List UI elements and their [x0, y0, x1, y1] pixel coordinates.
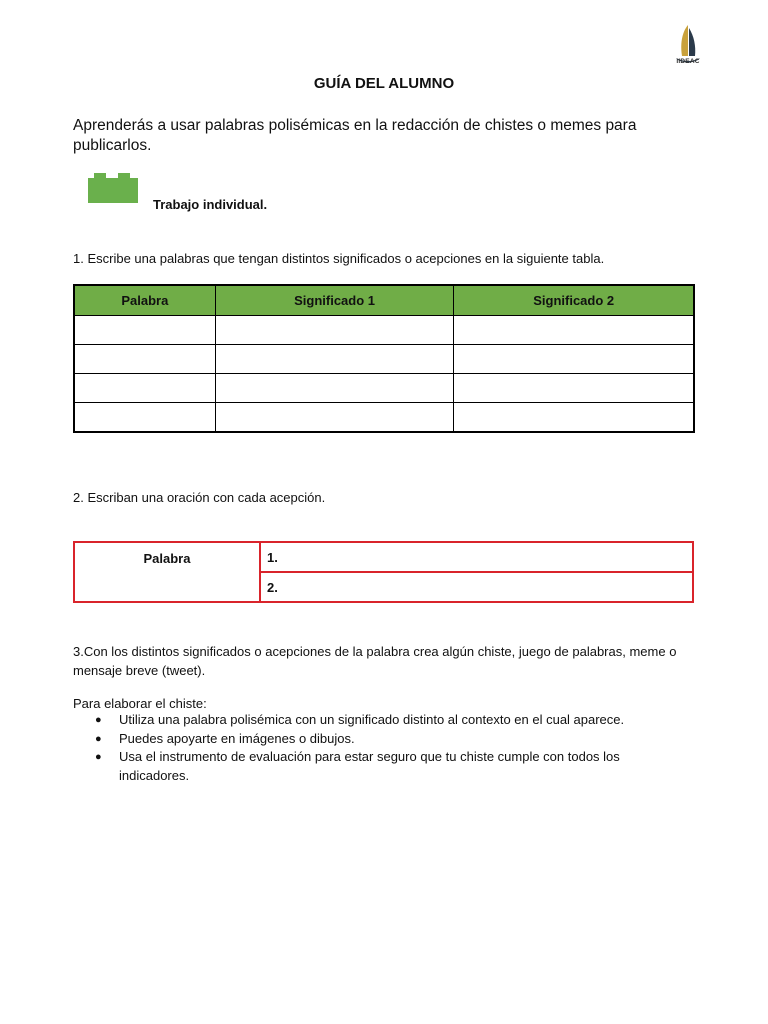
- table-header-row: [74, 285, 694, 316]
- sentences-table: [73, 541, 694, 603]
- table-row: [74, 403, 694, 433]
- table-row: [74, 374, 694, 403]
- table-cell[interactable]: [74, 374, 215, 403]
- step-3-instruction: 3.Con los distintos significados o acepciones de la palabra crea algún chiste, juego de palabras, meme o mensaje breve (tweet).: [73, 644, 677, 678]
- tips-list: [73, 711, 673, 785]
- table-cell[interactable]: [215, 374, 454, 403]
- table-cell[interactable]: [454, 316, 694, 345]
- elaborate-heading: Para elaborar el chiste:: [73, 696, 207, 711]
- header-palabra: Palabra: [74, 285, 215, 316]
- table-cell[interactable]: [454, 374, 694, 403]
- table-cell[interactable]: [215, 345, 454, 374]
- table-cell[interactable]: [454, 403, 694, 433]
- intro-text: Aprenderás a usar palabras polisémicas en la redacción de chistes o memes para publicarlos.: [73, 117, 637, 154]
- header-significado-1: Significado 1: [215, 285, 454, 316]
- step-2-instruction: 2. Escriban una oración con cada acepción.: [73, 490, 326, 505]
- work-mode-label: Trabajo individual.: [153, 197, 268, 212]
- bullet-icon: ●: [95, 714, 102, 726]
- table-cell[interactable]: [454, 345, 694, 374]
- step-1-instruction: 1. Escribe una palabras que tengan distintos significados o acepciones en la siguiente tabla.: [73, 251, 605, 266]
- table-cell[interactable]: [74, 403, 215, 433]
- bullet-icon: ●: [95, 751, 102, 763]
- table-cell[interactable]: [215, 403, 454, 433]
- bullet-icon: ●: [95, 732, 102, 745]
- list-item: ● Usa el instrumento de evaluación para estar seguro que tu chiste cumple con todos los indicadores.: [95, 749, 620, 783]
- table-row: [74, 316, 694, 345]
- header-significado-2: Significado 2: [454, 285, 694, 316]
- words-table: [73, 284, 695, 433]
- table-row: [74, 345, 694, 374]
- list-item: ● Utiliza una palabra polisémica con un significado distinto al contexto en el cual aparece.: [73, 711, 673, 730]
- table-cell[interactable]: [74, 345, 215, 374]
- sentence-1-cell[interactable]: 1.: [260, 542, 693, 572]
- sentence-2-cell[interactable]: 2.: [260, 572, 693, 602]
- table-row: [74, 542, 693, 572]
- list-item: ● Puedes apoyarte en imágenes o dibujos.: [73, 730, 673, 749]
- table-cell[interactable]: [215, 316, 454, 345]
- logo-text: IIDEAC: [676, 58, 700, 65]
- page-title: GUÍA DEL ALUMNO: [313, 75, 455, 92]
- table-cell[interactable]: [74, 316, 215, 345]
- palabra-cell: Palabra: [74, 542, 260, 602]
- lego-brick-icon: [88, 173, 138, 203]
